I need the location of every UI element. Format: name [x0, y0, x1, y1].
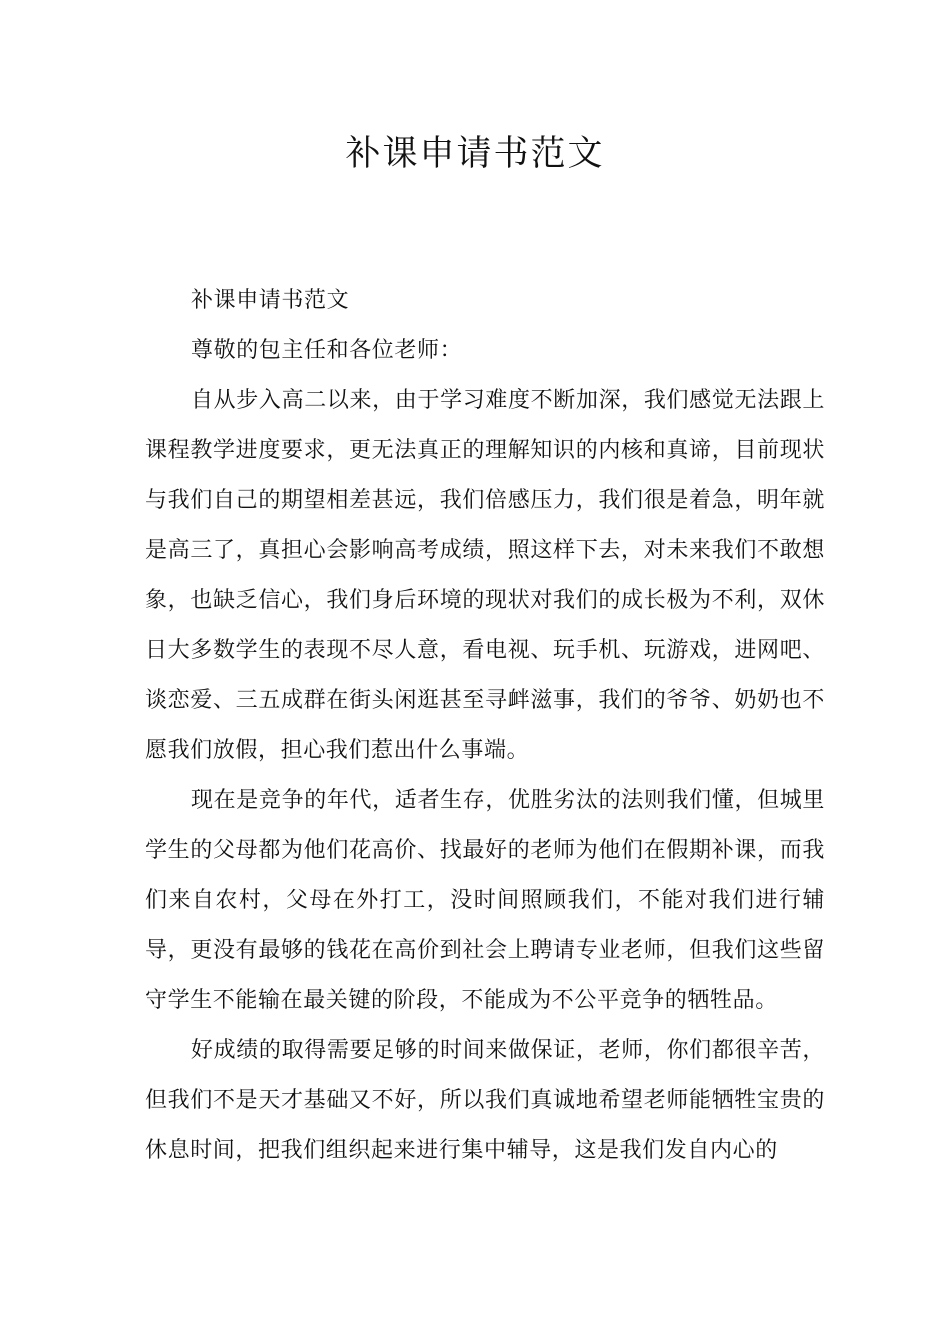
paragraph-body: 好成绩的取得需要足够的时间来做保证，老师，你们都很辛苦，但我们不是天才基础又不好，所以我们真诚地希望老师能牺牲宝贵的休息时间，把我们组织起来进行集中辅导，这是我们发自内心的: [145, 1038, 825, 1163]
paragraph-salutation: 尊敬的包主任和各位老师：: [191, 338, 463, 363]
document-title: 补课申请书范文: [345, 134, 605, 174]
document-body: [145, 276, 825, 1176]
paragraph-body: 现在是竞争的年代，适者生存，优胜劣汰的法则我们懂，但城里学生的父母都为他们花高价、找最好的老师为他们在假期补课，而我们来自农村，父母在外打工，没时间照顾我们，不能对我们进行辅导，更没有最够的钱花在高价到社会上聘请专业老师，但我们这些留守学生不能输在最关键的阶段，不能成为不公平竞争的牺牲品。: [145, 788, 825, 1013]
paragraph-body: 自从步入高二以来，由于学习难度不断加深，我们感觉无法跟上课程教学进度要求，更无法真正的理解知识的内核和真谛，目前现状与我们自己的期望相差甚远，我们倍感压力，我们很是着急，明年就是高三了，真担心会影响高考成绩，照这样下去，对未来我们不敢想象，也缺乏信心，我们身后环境的现状对我们的成长极为不利，双休日大多数学生的表现不尽人意，看电视、玩手机、玩游戏，进网吧、谈恋爱、三五成群在街头闲逛甚至寻衅滋事，我们的爷爷、奶奶也不愿我们放假，担心我们惹出什么事端。: [145, 388, 825, 763]
paragraph-heading: 补课申请书范文: [191, 288, 350, 313]
